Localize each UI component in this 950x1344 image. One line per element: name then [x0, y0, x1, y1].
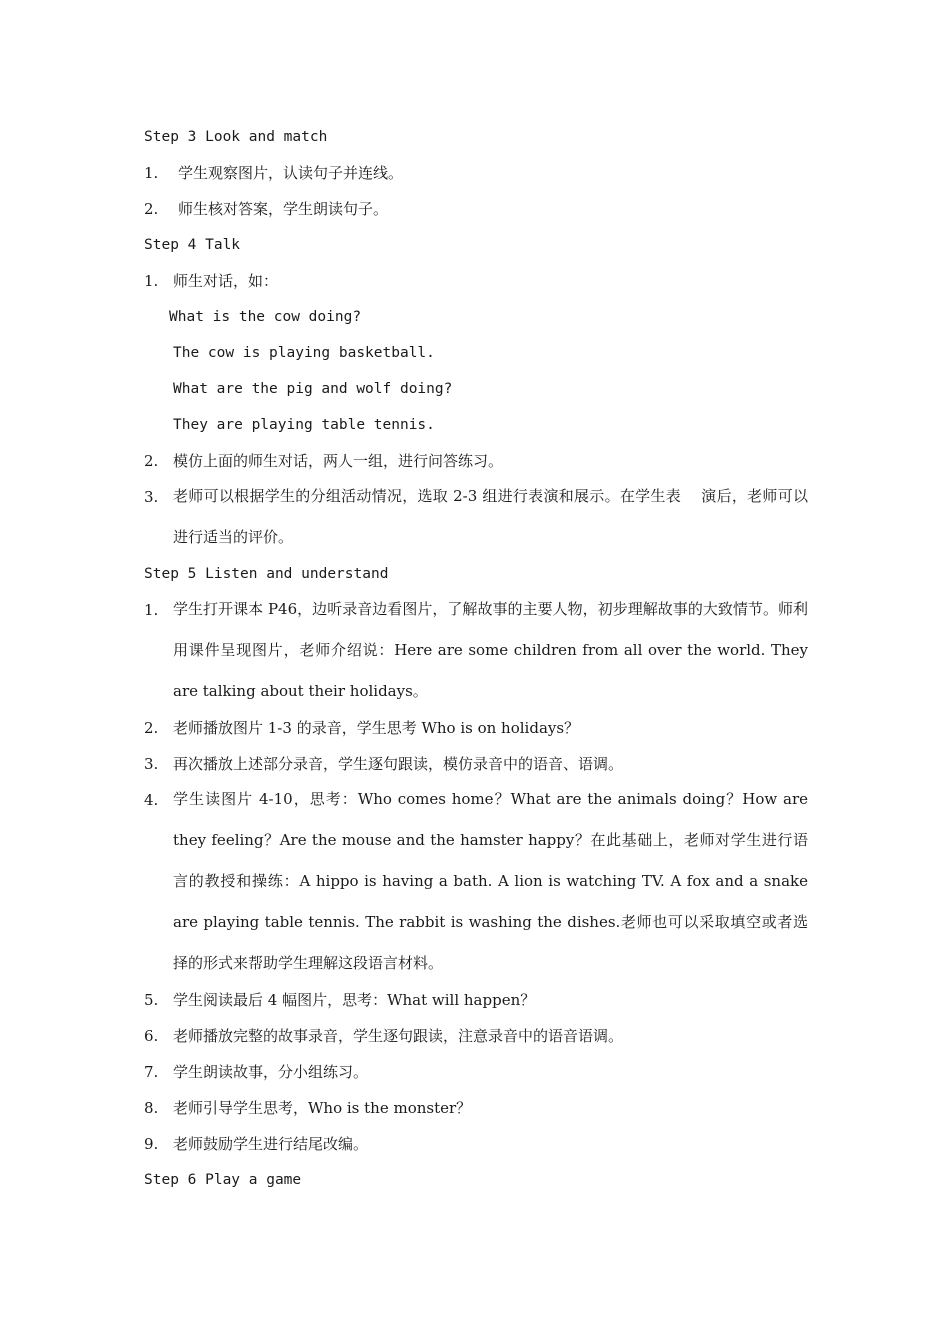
list-item: 学生阅读最后 4 幅图片，思考：What will happen？ [173, 991, 536, 1009]
dialogue-line: They are playing table tennis. [173, 417, 435, 433]
list-item: 老师播放完整的故事录音，学生逐句跟读，注意录音中的语音语调。 [173, 1027, 624, 1045]
list-item: 模仿上面的师生对话，两人一组，进行问答练习。 [173, 452, 504, 470]
list-number: 2. [144, 452, 159, 470]
step6-heading: Step 6 Play a game [144, 1172, 302, 1188]
list-item: 老师播放图片 1-3 的录音，学生思考 Who is on holidays？ [173, 719, 580, 737]
list-number: 2. [144, 719, 159, 737]
list-number: 3. [144, 488, 159, 506]
step4-heading: Step 4 Talk [144, 237, 241, 253]
dialogue-line: What are the pig and wolf doing? [173, 381, 453, 397]
dialogue-line: The cow is playing basketball. [173, 345, 435, 361]
list-number: 4. [144, 791, 159, 809]
list-number: 7. [144, 1063, 159, 1081]
list-number: 1. [144, 164, 159, 182]
list-item: 学生观察图片，认读句子并连线。 [178, 164, 404, 182]
dialogue-line: What is the cow doing? [169, 309, 362, 325]
list-item: 老师鼓励学生进行结尾改编。 [173, 1135, 369, 1153]
list-number: 8. [144, 1099, 159, 1117]
step5-heading: Step 5 Listen and understand [144, 566, 389, 582]
list-item: 师生核对答案，学生朗读句子。 [178, 200, 389, 218]
list-item: 老师可以根据学生的分组活动情况，选取 2-3 组进行表演和展示。在学生表 演后，老师可以进行适当的评价。 [173, 487, 808, 546]
list-item: 再次播放上述部分录音，学生逐句跟读，模仿录音中的语音、语调。 [173, 755, 624, 773]
list-item: 学生读图片 4-10，思考：Who comes home？What are the animals doing？How are they feeling？Are the mouse and the hamster happy？在此基础上，老师对学生进行语言的教授和操练：A hippo is having a bath. A lion is watching TV. A fox and a snake are playing table tennis. The rabbit is washing the dishes.老师也可以采取填空或者选择的形式来帮助学生理解这段语言材料。 [173, 790, 808, 972]
list-number: 1. [144, 601, 159, 619]
list-item: 学生打开课本 P46，边听录音边看图片，了解故事的主要人物，初步理解故事的大致情节。师利用课件呈现图片，老师介绍说：Here are some children from all over the world. They are talking about their holidays。 [173, 600, 808, 700]
list-item: 师生对话，如： [173, 272, 279, 290]
list-number: 6. [144, 1027, 159, 1045]
list-number: 2. [144, 200, 159, 218]
list-item: 学生朗读故事，分小组练习。 [173, 1063, 369, 1081]
list-number: 3. [144, 755, 159, 773]
list-number: 1. [144, 272, 159, 290]
list-number: 9. [144, 1135, 159, 1153]
step3-heading: Step 3 Look and match [144, 129, 328, 145]
list-number: 5. [144, 991, 159, 1009]
list-item: 老师引导学生思考，Who is the monster？ [173, 1099, 472, 1117]
